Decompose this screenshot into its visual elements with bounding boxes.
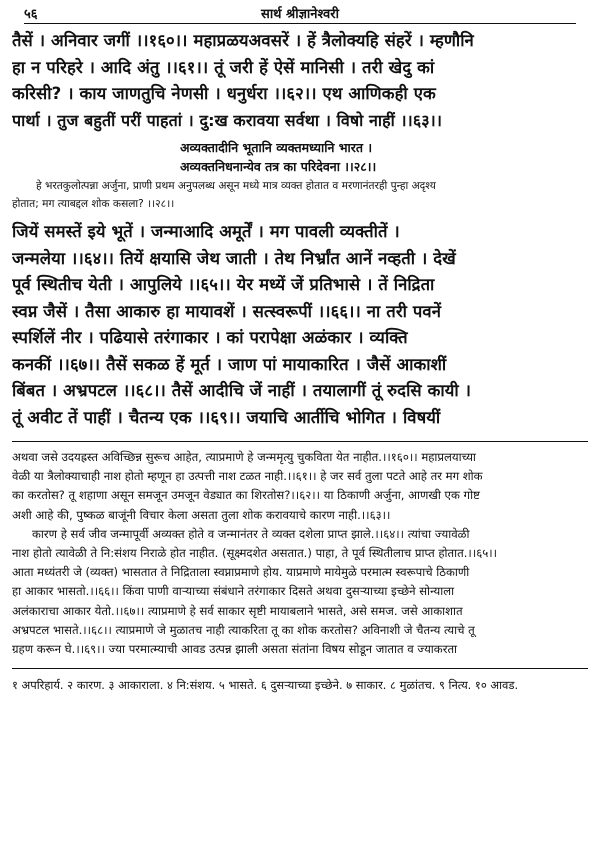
commentary-line: आता मध्यंतरी जे (व्यक्त) भासतात ते निद्रिताला स्वप्नाप्रमाणे होय. याप्रमाणे मायेमुळे परमात्म स्वरूपाचे ठिकाणी [12,565,470,580]
page-header [12,0,588,24]
commentary-line: का करतोस? तू शहाणा असून समजून उमजून वेड्यात का शिरतोस?।।६२।। या ठिकाणी अर्जुना, आणखी एक गोष्ट [12,488,480,503]
verse-line: स्वप्न जैसें । तैसा आकारु हा मायावशें । सत्स्वरूपीं ।।६६।। ना तरी पवनें [12,301,442,321]
shloka-line: अव्यक्तनिधनान्येव तत्र का परिदेवना ।।२८।। [180,159,377,174]
commentary-line: कारण हे सर्व जीव जन्मापूर्वी अव्यक्त होते व जन्मानंतर ते व्यक्त दशेला प्राप्त झाले.।।६४।। त्यांचा ज्यावेळी [32,526,470,541]
commentary-line: ग्रहण करून घे.।।६९।। ज्या परमात्म्याची आवड उत्पन्न झाली असता संतांना विषय सोडून जातात व ज्याकरता [12,642,458,657]
meaning-line: हे भरतकुलोत्पन्ना अर्जुना, प्राणी प्रथम अनुपलब्ध असून मध्ये मात्र व्यक्त होतात व मरणानंतरही पुन्हा अदृश्य [36,180,436,192]
commentary-line: नाश होतो त्यावेळी ते नि:संशय निराळे होत नाहीत. (सूक्ष्मदशेत असतात.) पाहा, ते पूर्व स्थितीलाच प्राप्त होतात.।।६५।। [12,546,498,561]
commentary-line: वेळी या त्रैलोक्याचाही नाश होतो म्हणून हा उत्पत्ती नाश टळत नाही.।।६१।। हे जर सर्व तुला पटते आहे तर मग शोक [12,469,483,484]
verse-line: करिसी? । काय जाणतुचि नेणसी । धनुर्धरा ।।६२।। एथ आणिकही एक [12,84,436,103]
verse-line: जियें समस्तें इये भूतें । जन्माआदि अमूर्तें । मग पावली व्यक्तीतें । [12,222,400,241]
running-title: सार्थ श्रीज्ञानेश्वरी [261,7,339,22]
section-divider [12,441,588,442]
commentary-line: हा आकार भासतो.।।६६।। किंवा पाणी वाऱ्याच्या संबंधाने तरंगाकार दिसते अथवा दुसऱ्याच्या इच्छेने सोन्याला [12,584,455,599]
verse-line: बिंबत । अभ्रपटल ।।६८।। तैसें आदीचि जें नाहीं । तयालागीं तूं रुदसि कायी । [12,381,472,400]
page-number: ५६ [24,7,38,22]
commentary-line: अथवा जसे उदयह्रस्त अविच्छिन्न सुरूच आहेत, त्याप्रमाणे हे जन्ममृत्यु चुकविता येत नाहीत.।।१६०।। महाप्रलयाच्या [12,450,476,464]
header-rule [24,23,576,24]
shloka-line: अव्यक्तादीनि भूतानि व्यक्तमध्यानि भारत । [180,140,373,155]
shloka-meaning [12,178,588,213]
verse-line: स्पर्शिलें नीर । पढियासे तरंगाकार । कां परापेक्षा अळंकार । व्यक्ति [12,328,408,347]
verse-line: जन्मलेया ।।६४।। तियें क्षयासि जेथ जाती । तेथ निर्भ्रांत आनें नव्हती । देखें [12,248,456,268]
commentary-line: अभ्रपटल भासते.।।६८।। त्याप्रमाणे जे मुळातच नाही त्याकरिता तू का शोक करतोस? अविनाशी जे चैतन्य त्याचे तू [12,622,475,637]
verse-line: पूर्व स्थितीच येती । आपुलिये ।।६५।। येर मध्यें जें प्रतिभासे । तें निद्रिता [12,275,435,294]
verse-block-2 [12,219,588,431]
commentary [12,448,588,659]
footnotes: १ अपरिहार्य. २ कारण. ३ आकाराला. ४ नि:संशय. ५ भासते. ६ दुसऱ्याच्या इच्छेने. ७ साकार. ८ मुळांतच. ९ नित्य. १० आवड. [12,678,519,693]
sanskrit-shloka [12,138,588,176]
verse-line: कनकीं ।।६७।। तैसें सकळ हें मूर्त । जाण पां मायाकारित । जैसें आकाशीं [12,354,447,374]
commentary-line: अलंकाराचा आकार येतो.।।६७।। त्याप्रमाणे हे सर्व साकार सृष्टी मायाबलाने भासते, असे समज. जसे आकाशात [12,603,463,618]
verse-line: हा न परिहरे । आदि अंतु ।।६१।। तूं जरी हें ऐसें मानिसी । तरी खेदु कां [12,57,435,77]
meaning-line: होतात; मग त्याबद्दल शोक कसला? ।।२८।। [12,197,175,210]
footnote-divider [12,668,588,669]
commentary-line: अशी आहे की, पुष्कळ बाजूंनी विचार केला असता तुला शोक करावयाचे कारण नाही.।।६३।। [12,507,391,522]
verse-line: तैसें । अनिवार जगीं ।।१६०।। महाप्रळयअवसरें । हें त्रैलोक्यहि संहरें । म्हणौनि [12,31,474,50]
verse-line: तूं अवीट तें पाहीं । चैतन्य एक ।।६९।। जयाचि आर्तीचि भोगित । विषयीं [12,407,441,427]
verse-line: पार्था । तुज बहुतीं परीं पाहतां । दु:ख करावया सर्वथा । विषो नाहीं ।।६३।। [12,110,443,130]
verse-block-1 [12,28,588,134]
